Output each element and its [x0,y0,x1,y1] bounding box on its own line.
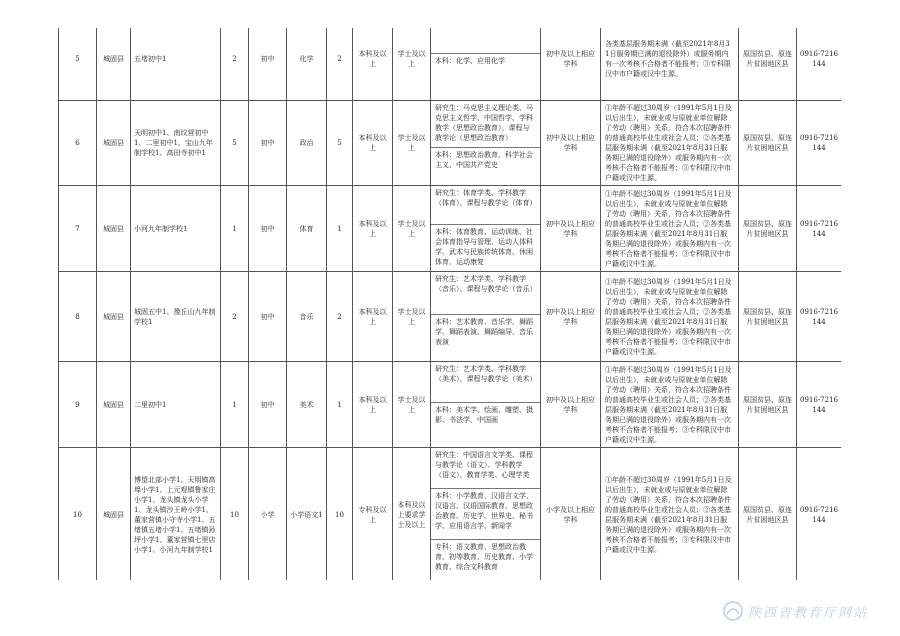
major-tier: 本科：思想政治教育、科学社会主义、中国共产党史 [435,151,533,169]
cell-plan-count: 1 [327,362,353,448]
cell-school-level: 小学 [249,448,287,581]
cell-certificate: 初中及以上相应学科 [541,28,601,101]
cell-number: 10 [59,448,97,581]
table-row [59,186,842,272]
major-tier: 本科：艺术教育、音乐学、舞蹈学、舞蹈表演、舞蹈编导、音乐表演 [435,318,533,346]
recruitment-table [58,28,841,580]
major-tier: 本科：小学教育、汉语言文学、汉语言、汉语国际教育、思想政治教育、历史学、世界史、秘书学、应用语言学、新闻学 [431,489,540,540]
cell-plan-count: 1 [327,186,353,272]
major-tier: 本科：体育教育、运动训练、社会体育指导与管理、运动人体科学、武术与民族传统体育、休闲体育、运动康复 [435,228,533,266]
cell-area: 原国贫县、原连片贫困地区县 [739,101,797,186]
cell-requirements: ①年龄不超过30周岁（1991年5月1日及以后出生），未就业或与原就业单位解除了劳动（聘用）关系，符合本次招聘条件的普通高校毕业生或社会人员；②各类基层服务期未满（截至2021年8月31日服务期已满的退役除外）或服务期内有一次考核不合格者不能报考；③专科限汉中市户籍或汉中生源。 [601,186,739,272]
major-tier: 研究生：中国语言文学类、课程与教学论（语文）、学科教学（语文）、教育学类、心理学类 [431,448,540,489]
cell-certificate: 初中及以上相应学科 [541,272,601,362]
cell-degree: 学士及以上 [393,272,431,362]
cell-requirements: ①年龄不超过30周岁（1991年5月1日及以后出生），未就业或与原就业单位解除了劳动（聘用）关系，符合本次招聘条件的普通高校毕业生或社会人员；②各类基层服务期未满（截至2021年8月31日服务期已满的退役除外）或服务期内有一次考核不合格者不能报考；③专科限汉中市户籍或汉中生源。 [601,101,739,186]
cell-plan-count: 5 [327,101,353,186]
major-tier: 研究生：艺术学类、学科教学（音乐）、课程与教学论（音乐） [431,272,540,315]
cell-area: 原国贫县、原连片贫困地区县 [739,28,797,101]
cell-subject: 政治 [287,101,327,186]
cell-plan-count: 2 [327,28,353,101]
cell-position-count: 2 [221,28,249,101]
major-tier: 研究生：体育学类、学科教学（体育）、课程与教学论（体育） [431,186,540,225]
cell-subject: 体育 [287,186,327,272]
cell-schools: 二里初中1 [131,362,221,448]
cell-education: 本科及以上 [353,101,393,186]
cell-schools: 博望北部小学1、天明镇高埠小学1、上元观镇鲁家庄小学1、龙头镇龙头小学1、龙头镇沙王岭小学1、董家营镇小守寺小学1、五堵镇五堵小学1、五堵镇孙坪小学1、董家营镇七里店小学1、小河九年制学校1 [131,448,221,581]
cell-education: 本科及以上 [353,186,393,272]
cell-degree: 学士及以上 [393,186,431,272]
cell-subject: 音乐 [287,272,327,362]
cell-phone: 0916-7216144 [797,448,842,581]
cell-school-level: 初中 [249,272,287,362]
cell-position-count: 2 [221,272,249,362]
cell-position-count: 1 [221,362,249,448]
cell-requirements: ①年龄不超过30周岁（1991年5月1日及以后出生），未就业或与原就业单位解除了劳动（聘用）关系，符合本次招聘条件的普通高校毕业生或社会人员；②各类基层服务期未满（截至2021年8月31日服务期已满的退役除外）或服务期内有一次考核不合格者不能报考；③专科限汉中市户籍或汉中生源。 [601,362,739,448]
cell-requirements: ①年龄不超过30周岁（1991年5月1日及以后出生），未就业或与原就业单位解除了劳动（聘用）关系，符合本次招聘条件的普通高校毕业生或社会人员；②各类基层服务期未满（截至2021年8月31日服务期已满的退役除外）或服务期内有一次考核不合格者不能报考；③专科限汉中市户籍或汉中生源。 [601,448,739,581]
cell-phone: 0916-7216144 [797,186,842,272]
table-body [59,28,842,580]
cell-subject: 化学 [287,28,327,101]
cell-county: 城固县 [97,448,131,581]
cell-area: 原国贫县、原连片贫困地区县 [739,186,797,272]
cell-majors [431,101,541,186]
cell-majors [431,448,541,581]
major-tier: 本科：美术学、绘画、雕塑、摄影、书法学、中国画 [435,406,533,424]
cell-certificate: 初中及以上相应学科 [541,186,601,272]
cell-county: 城固县 [97,272,131,362]
cell-degree: 学士及以上 [393,101,431,186]
cell-majors [431,362,541,448]
cell-requirements: 各类基层服务期未满（截至2021年8月31日服务期已满的退役除外）或服务期内有一次考核不合格者不能报考；③专科限汉中市户籍或汉中生源。 [601,28,739,101]
major-tier: 研究生：马克思主义理论类、马克思主义哲学、中国哲学、学科教学（思想政治教育）、课程与教学论（思想政治教育） [431,101,540,148]
cell-school-level: 初中 [249,186,287,272]
cell-requirements: ①年龄不超过30周岁（1991年5月1日及以后出生），未就业或与原就业单位解除了劳动（聘用）关系，符合本次招聘条件的普通高校毕业生或社会人员；②各类基层服务期未满（截至2021年8月31日服务期已满的退役除外）或服务期内有一次考核不合格者不能报考；③专科限汉中市户籍或汉中生源。 [601,272,739,362]
cell-education: 本科及以上 [353,28,393,101]
cell-subject: 美术 [287,362,327,448]
cell-certificate: 初中及以上相应学科 [541,362,601,448]
cell-area: 原国贫县、原连片贫困地区县 [739,362,797,448]
cell-degree: 学士及以上 [393,362,431,448]
cell-education: 专科及以上 [353,448,393,581]
cell-number: 9 [59,362,97,448]
cell-position-count: 1 [221,186,249,272]
cell-position-count: 10 [221,448,249,581]
cell-position-count: 5 [221,101,249,186]
table-row [59,448,842,581]
cell-majors [431,272,541,362]
cell-education: 本科及以上 [353,362,393,448]
site-logo-icon [722,600,744,622]
table-row [59,101,842,186]
cell-area: 原国贫县、原连片贫困地区县 [739,272,797,362]
cell-degree: 学士及以上 [393,28,431,101]
site-watermark [722,598,882,624]
cell-area: 原国贫县、原连片贫困地区县 [739,448,797,581]
cell-number: 5 [59,28,97,101]
recruitment-table-page [58,28,841,580]
table-row [59,28,842,101]
major-tier: 本科：化学、应用化学 [435,57,505,65]
cell-school-level: 初中 [249,101,287,186]
table-row [59,272,842,362]
cell-county: 城固县 [97,186,131,272]
cell-number: 6 [59,101,97,186]
table-row [59,362,842,448]
cell-number: 7 [59,186,97,272]
cell-phone: 0916-7216144 [797,272,842,362]
cell-education: 本科及以上 [353,272,393,362]
cell-county: 城固县 [97,101,131,186]
cell-schools: 小河九年制学校1 [131,186,221,272]
cell-phone: 0916-7216144 [797,362,842,448]
watermark-text: 陕西省教育厅网站 [748,605,869,621]
cell-plan-count: 2 [327,272,353,362]
cell-number: 8 [59,272,97,362]
cell-majors [431,186,541,272]
cell-county: 城固县 [97,362,131,448]
cell-certificate: 初中及以上相应学科 [541,101,601,186]
cell-plan-count: 10 [327,448,353,581]
major-tier: 研究生：艺术学类、学科教学（美术）、课程与教学论（美术） [431,362,540,403]
cell-phone: 0916-7216144 [797,101,842,186]
cell-schools: 城固五中1、豫丘山九年制学校1 [131,272,221,362]
cell-schools: 五堵初中1 [131,28,221,101]
cell-school-level: 初中 [249,28,287,101]
major-tier [431,28,540,54]
cell-subject: 小学语文1 [287,448,327,581]
cell-degree: 本科及以上要求学士及以上 [393,448,431,581]
cell-phone: 0916-7216144 [797,28,842,101]
cell-schools: 天明初中1、南坟营初中1、二里初中1、宝山九年制学校1、高田寺初中1 [131,101,221,186]
cell-certificate: 小学及以上相应学科 [541,448,601,581]
cell-school-level: 初中 [249,362,287,448]
cell-county: 城固县 [97,28,131,101]
cell-majors [431,28,541,101]
major-tier: 专科：语文教育、思想政治教育、初等教育、历史教育、小学教育、综合文科教育 [435,543,533,571]
